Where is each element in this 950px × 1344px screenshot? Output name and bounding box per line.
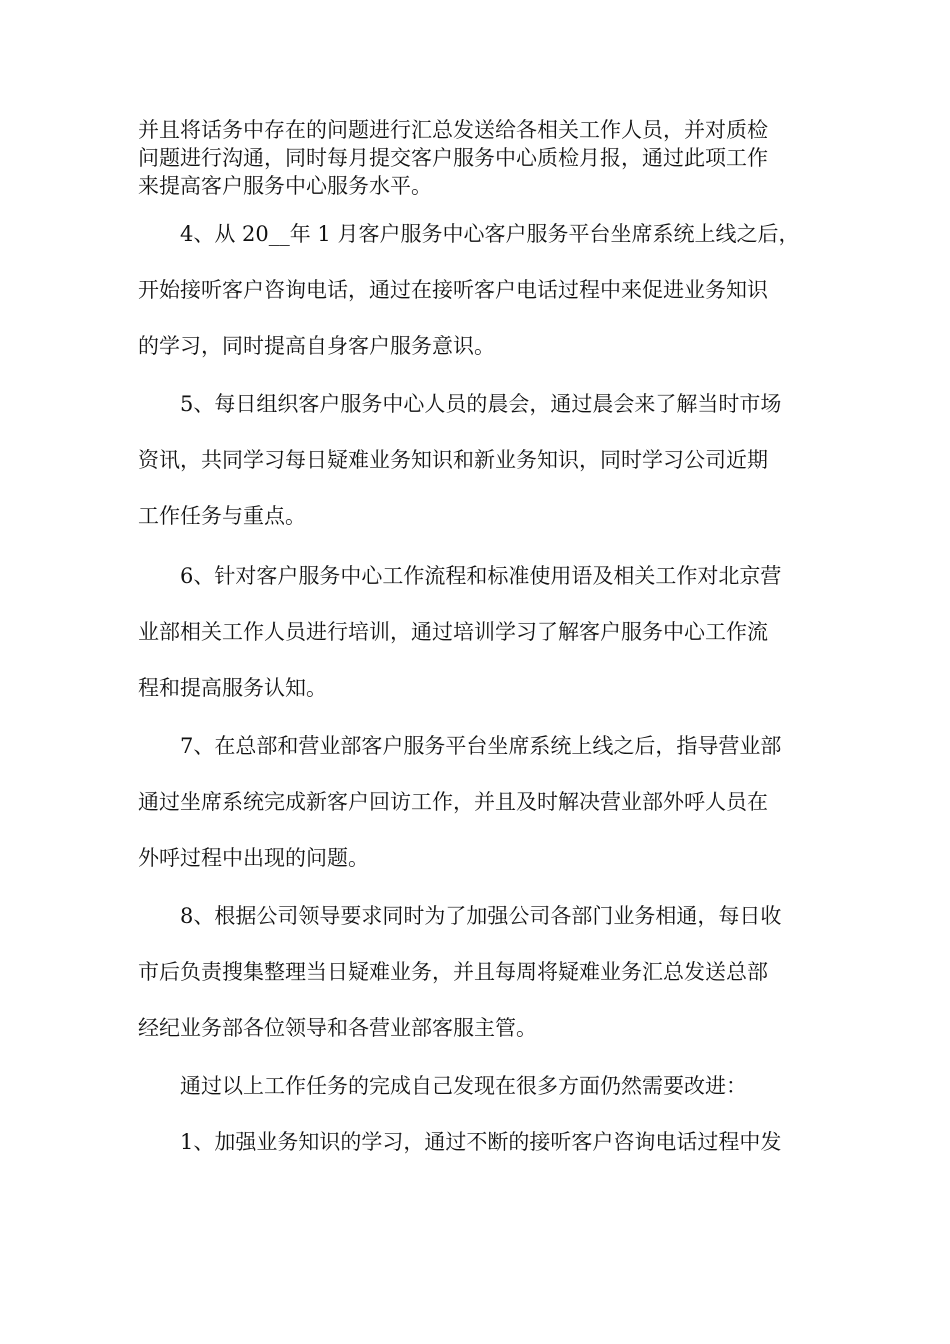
text-line: 经纪业务部各位领导和各营业部客服主管。	[138, 1016, 537, 1040]
item-4-paragraph	[138, 206, 828, 374]
text-line: 7、在总部和营业部客户服务平台坐席系统上线之后，指导营业部	[180, 734, 782, 758]
text-line: 问题进行沟通，同时每月提交客户服务中心质检月报，通过此项工作	[138, 146, 768, 170]
text-line: 来提高客户服务中心服务水平。	[138, 174, 432, 198]
text-line: 的学习，同时提高自身客户服务意识。	[138, 334, 495, 358]
summary-paragraph	[138, 1058, 828, 1114]
text-line: 并且将话务中存在的问题进行汇总发送给各相关工作人员，并对质检	[138, 118, 768, 142]
text-line: 外呼过程中出现的问题。	[138, 846, 369, 870]
text-line: 8、根据公司领导要求同时为了加强公司各部门业务相通，每日收	[180, 904, 782, 928]
text-line: 1、加强业务知识的学习，通过不断的接听客户咨询电话过程中发	[180, 1130, 782, 1154]
text-line: 工作任务与重点。	[138, 504, 306, 528]
text-line: 市后负责搜集整理当日疑难业务，并且每周将疑难业务汇总发送总部	[138, 960, 768, 984]
text-line: 5、每日组织客户服务中心人员的晨会，通过晨会来了解当时市场	[180, 392, 782, 416]
intro-paragraph	[138, 116, 828, 200]
text-line: 6、针对客户服务中心工作流程和标准使用语及相关工作对北京营	[180, 564, 782, 588]
improvement-1-paragraph	[138, 1114, 828, 1170]
text-line: 程和提高服务认知。	[138, 676, 327, 700]
item-6-paragraph	[138, 548, 828, 716]
text-line: 通过以上工作任务的完成自己发现在很多方面仍然需要改进：	[180, 1074, 747, 1098]
text-line: 开始接听客户咨询电话，通过在接听客户电话过程中来促进业务知识	[138, 278, 768, 302]
item-5-paragraph	[138, 376, 828, 544]
text-line: 业部相关工作人员进行培训，通过培训学习了解客户服务中心工作流	[138, 620, 768, 644]
item-8-paragraph	[138, 888, 828, 1056]
text-line: 4、从 20__年 1 月客户服务中心客户服务平台坐席系统上线之后，	[180, 222, 800, 246]
text-line: 资讯，共同学习每日疑难业务知识和新业务知识，同时学习公司近期	[138, 448, 768, 472]
item-7-paragraph	[138, 718, 828, 886]
text-line: 通过坐席系统完成新客户回访工作，并且及时解决营业部外呼人员在	[138, 790, 768, 814]
